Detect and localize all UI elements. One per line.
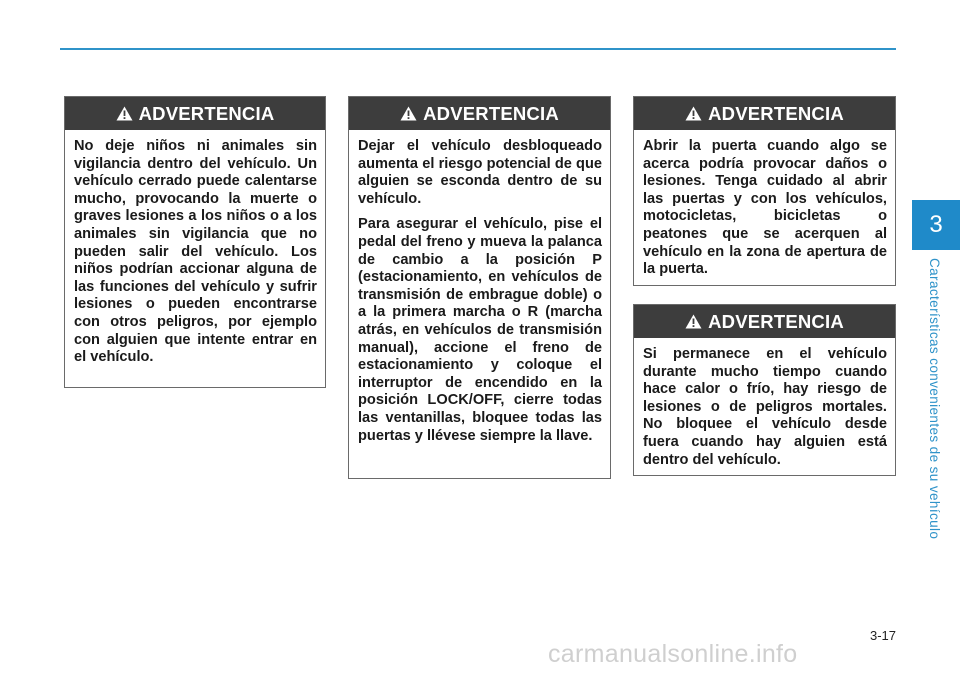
warning-header-label: ADVERTENCIA: [423, 102, 559, 124]
chapter-tab: [912, 200, 960, 250]
warning-triangle-icon: [685, 106, 702, 121]
warning-body: [65, 130, 325, 375]
warning-header: [634, 97, 895, 130]
chapter-title: Características convenientes de su vehículo: [927, 258, 942, 540]
warning-triangle-icon: [400, 106, 417, 121]
warning-header: [634, 305, 895, 338]
warning-body: [349, 130, 610, 453]
warning-box-temperature: [633, 304, 896, 476]
warning-header: [65, 97, 325, 130]
warning-body: [634, 130, 895, 287]
warning-box-opening-door: [633, 96, 896, 286]
warning-triangle-icon: [685, 314, 702, 329]
warning-header: [349, 97, 610, 130]
warning-body: [634, 338, 895, 477]
warning-paragraph: Si permanece en el vehículo durante mucho tiempo cuando hace calor o frío, hay riesgo de lesiones o de peligros mortales. No bloquee el vehículo desde fuera cuando hay alguien está dentro del vehículo.: [643, 346, 887, 468]
warning-header-label: ADVERTENCIA: [708, 102, 844, 124]
warning-header-label: ADVERTENCIA: [708, 310, 844, 332]
warning-paragraph: Dejar el vehículo desbloqueado aumenta el riesgo potencial de que alguien se esconda dentro de su vehículo.: [358, 138, 602, 207]
top-rule: [60, 48, 896, 50]
warning-box-unlocked-vehicle: [348, 96, 611, 479]
warning-triangle-icon: [116, 106, 133, 121]
warning-box-children-animals: [64, 96, 326, 388]
warning-paragraph: No deje niños ni animales sin vigilancia dentro del vehículo. Un vehículo cerrado puede calentarse mucho, provocando la muerte o graves lesiones a los niños o a los animales sin vigilancia que no pueden salir del vehículo. Los niños podrían accionar alguna de las funciones del vehículo y sufrir lesiones o pueden encontrarse con otros peligros, por ejemplo con alguien que intente entrar en el vehículo.: [74, 138, 317, 366]
warning-paragraph: Abrir la puerta cuando algo se acerca podría provocar daños o lesiones. Tenga cuidado al abrir las puertas y con los vehículos, motocicletas, bicicletas o peatones que se acerquen al vehículo en la zona de apertura de la puerta.: [643, 138, 887, 278]
warning-header-label: ADVERTENCIA: [138, 102, 275, 124]
watermark: carmanualsonline.info: [548, 640, 798, 668]
page-number: 3-17: [869, 628, 896, 643]
warning-paragraph: Para asegurar el vehículo, pise el pedal del freno y mueva la palanca de cambio a la posición P (estacionamiento, en vehículos de transmisión de embrague doble) o a la primera marcha o R (marcha atrás, en vehículos de transmisión manual), accione el freno de estacionamiento y coloque el interruptor de encendido en la posición LOCK/OFF, cierre todas las ventanillas, bloquee todas las puertas y llévese siempre la llave.: [358, 216, 602, 444]
chapter-number: 3: [929, 211, 943, 238]
